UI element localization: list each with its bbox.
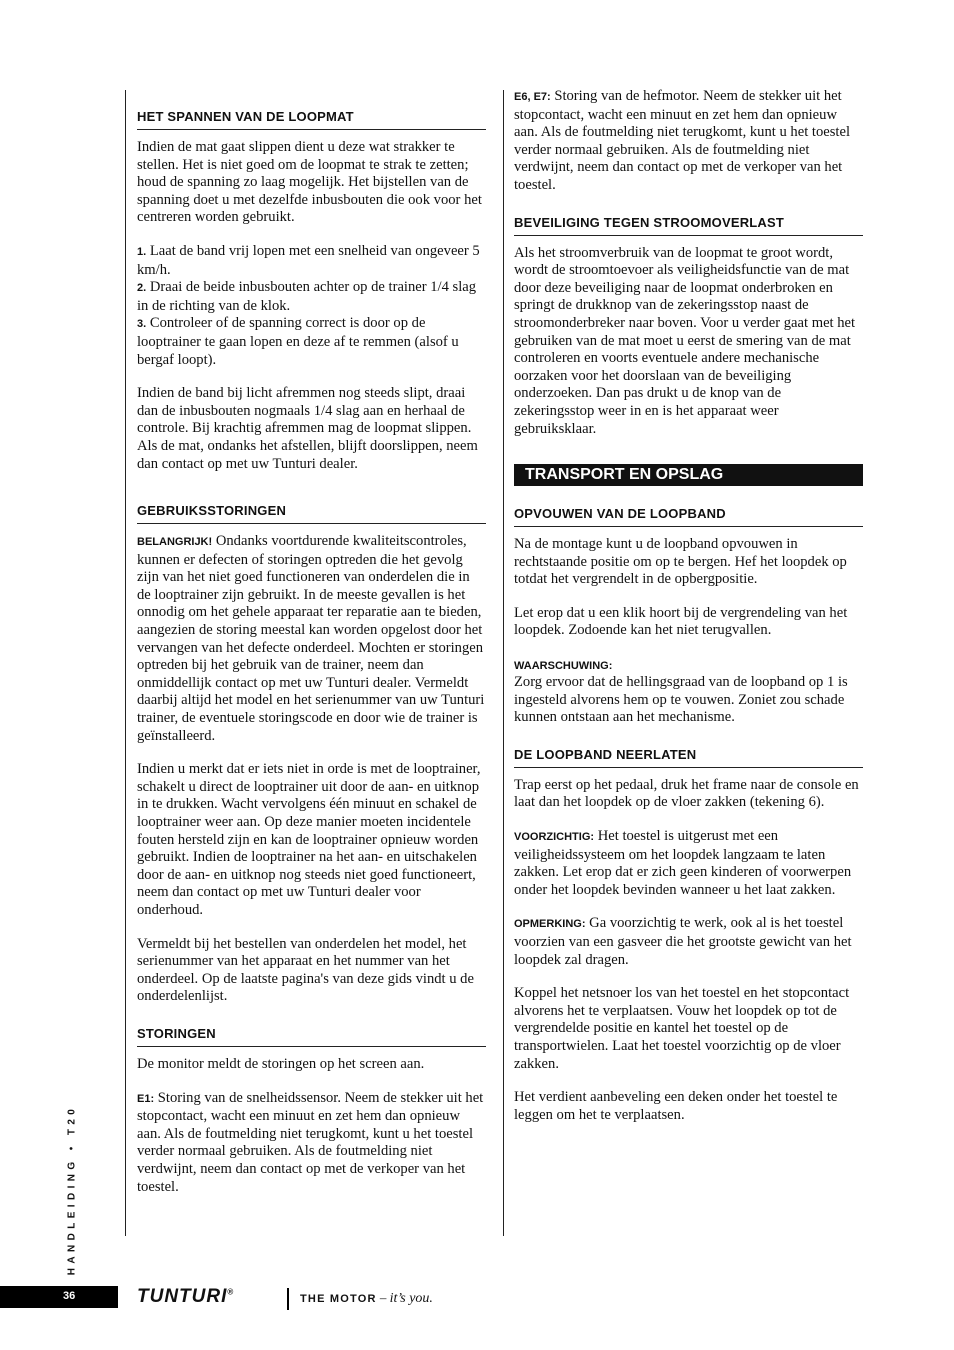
paragraph: Na de montage kunt u de loopband opvouwen in rechtstaande positie om op te bergen. Hef het loopdek op totdat het vergrendelt in de opbergpositie. [514, 536, 847, 588]
step-number: 2. [137, 282, 147, 295]
brand-logo [137, 1286, 234, 1308]
tagline-motor: THE MOTOR [300, 1293, 377, 1305]
paragraph-text: Storing van de hefmotor. Neem de stekker uit het stopcontact, wacht een minuut en zet hem dan opnieuw aan. Als de foutmelding niet terugkomt, kunt u het toestel verder normaal gebruiken. Als de foutmelding niet verdwijnt, neem dan contact op met de verkoper van het toestel. [514, 88, 850, 193]
paragraph: Vermeldt bij het bestellen van onderdelen het model, het serienummer van het apparaat en het nummer van het onderdeel. Op de laatste pagina's van deze gids vindt u de onderdelenlijst. [137, 935, 474, 1005]
label-e6-e7: E6, E7: [514, 91, 551, 103]
paragraph: Koppel het netsnoer los van het toestel en het stopcontact alvorens het te verplaatsen. Vouw het loopdek op tot de vergrendelde positie en kantel het toestel op de transportwielen. Laat het toestel voorzichtig op de vloer zakken. [514, 985, 850, 1072]
step-number: 3. [137, 318, 147, 331]
right-column [514, 88, 863, 1124]
side-running-title-text: HANDLEIDING • T20 [66, 1104, 78, 1276]
left-column [137, 88, 486, 1196]
tagline-dash: – [376, 1290, 390, 1305]
paragraph: Indien de mat gaat slippen dient u deze wat strakker te stellen. Het is niet goed om de loopmat te strak te zetten; houd de spanning zo laag mogelijk. Het bijstellen van de spanning doet u met dezelfde inbusbouten die ook voor het centreren worden gebruikt. [137, 139, 482, 226]
page-number: 36 [63, 1290, 76, 1302]
section-heading-usage-faults: GEBRUIKSSTORINGEN [137, 503, 486, 524]
step-text: Draai de beide inbusbouten achter op de trainer 1/4 slag in de richting van de klok. [137, 279, 477, 314]
step-number: 1. [137, 245, 147, 258]
footer-tagline [300, 1290, 433, 1307]
paragraph: Trap eerst op het pedaal, druk het frame naar de console en laat dan het loopdek op de vloer zakken (tekening 6). [514, 776, 859, 811]
paragraph-note [514, 915, 863, 969]
section-band-transport: TRANSPORT EN OPSLAG [514, 464, 863, 486]
section-heading-folding: OPVOUWEN VAN DE LOOPBAND [514, 506, 863, 527]
paragraph: De monitor meldt de storingen op het screen aan. [137, 1055, 425, 1072]
left-column-rule [125, 90, 126, 1236]
paragraph-caution [514, 828, 863, 899]
paragraph: Het verdient aanbeveling een deken onder het toestel te leggen om het te verplaatsen. [514, 1089, 838, 1123]
page-number-box [0, 1286, 118, 1308]
step-text: Controleer of de spanning correct is door op de looptrainer te gaan lopen en deze af te remmen (alsof u bergaf loopt). [137, 315, 459, 368]
label-e1: E1: [137, 1092, 155, 1105]
label-important: BELANGRIJK! [137, 536, 213, 549]
paragraph: Indien de band bij licht afremmen nog steeds slipt, draai dan de inbusbouten nogmaals 1/4 slag aan en herhaal de controle. Bij krachtig afremmen mag de loopmat slippen. Als de mat, ondanks het afstellen, blijft doorslippen, neem dan contact op met uw Tunturi dealer. [137, 385, 478, 472]
section-heading-overload-protection: BEVEILIGING TEGEN STROOMOVERLAST [514, 215, 863, 236]
paragraph-text: Het toestel is uitgerust met een veiligheidssysteem om het loopdek langzaam te laten zakken. Let erop dat er zich geen kinderen of voorwerpen onder het loopdek bevinden wanneer u het laat zakken. [514, 828, 852, 898]
paragraph-text: Ondanks voortdurende kwaliteitscontroles, kunnen er defecten of storingen optreden die het gevolg zijn van het niet goed functioneren van onderdelen die in de looptrainer zijn gebruikt. In de meeste gevallen is het onnodig om het gehele apparaat ter reparatie aan te bieden, aangezien de storing meestal kan worden opgelost door het vervangen van het defecte onderdeel. Mochten er storingen optreden bij het gebruik van de trainer, neem dan onmiddellijk contact op met uw Tunturi dealer. Vermeldt daarbij altijd het model en het serienummer van uw Tunturi trainer, de eventuele storingscode en door wie de trainer is geïnstalleerd. [137, 533, 485, 744]
middle-column-rule [503, 90, 504, 1236]
side-running-title [61, 1105, 83, 1275]
step-text: Laat de band vrij lopen met een snelheid van ongeveer 5 km/h. [137, 242, 480, 278]
paragraph: Als het stroomverbruik van de loopmat te groot wordt, wordt de stroomtoevoer als veiligheidsfunctie van de mat door deze beveiliging naar de loopmat onderbroken en springt de drukknop van de zekeringsstop naast de stroomonderbreker naar boven. Voor u verder gaat met het gebruiken van de mat moet u eerst de smering van de mat controleren en voorts eventuele andere mechanische oorzaken voor het doorslaan van de beveiliging onderzoeken. Dan pas drukt u de knop van de zekeringsstop weer in en is het apparaat weer gebruiksklaar. [514, 244, 856, 437]
label-warning: WAARSCHUWING: [514, 660, 613, 673]
tagline-its-you: it’s you. [389, 1291, 433, 1306]
registered-mark: ® [227, 1287, 235, 1297]
section-heading-lowering: DE LOOPBAND NEERLATEN [514, 747, 863, 768]
step-2 [137, 279, 486, 315]
section-heading-belt-tension: HET SPANNEN VAN DE LOOPMAT [137, 109, 486, 130]
label-caution: VOORZICHTIG: [514, 831, 595, 844]
paragraph: Let erop dat u een klik hoort bij de vergrendeling van het loopdek. Zodoende kan het niet terugvallen. [514, 604, 848, 639]
paragraph-text: Ga voorzichtig te werk, ook al is het toestel voorzien van een gasveer die het grootste gewicht van het loopdek zal dragen. [514, 915, 852, 968]
label-note: OPMERKING: [514, 918, 586, 931]
step-3 [137, 315, 486, 369]
section-heading-faults: STORINGEN [137, 1026, 486, 1047]
paragraph-important [137, 533, 486, 745]
paragraph-text: Storing van de snelheidssensor. Neem de stekker uit het stopcontact, wacht een minuut en zet hem dan opnieuw aan. Als de foutmelding niet terugkomt, kunt u het toestel verder normaal gebruiken. Als de foutmelding niet verdwijnt, neem dan contact op met de verkoper van het toestel. [137, 1089, 484, 1195]
paragraph-e1 [137, 1090, 486, 1197]
brand-name: TUNTURI [137, 1286, 228, 1307]
footer-separator [287, 1288, 289, 1310]
paragraph-e6-e7 [514, 88, 863, 195]
paragraph: Zorg ervoor dat de hellingsgraad van de loopband op 1 is ingesteld alvorens hem op te vouwen. Zoniet zou schade kunnen ontstaan aan het mechanisme. [514, 674, 848, 726]
paragraph: Indien u merkt dat er iets niet in orde is met de looptrainer, schakelt u direct de looptrainer uit door de aan- en uitknop in te drukken. Wacht vervolgens één minuut en schakel de looptrainer weer aan. Op deze manier moeten incidentele fouten hersteld zijn en kan de looptrainer opnieuw worden gebruikt. Indien de looptrainer na het aan- en uitschakelen door de aan- en uitknop nog steeds niet goed functioneert, neem dan contact op met uw Tunturi dealer voor onderhoud. [137, 761, 481, 918]
step-1 [137, 243, 486, 279]
